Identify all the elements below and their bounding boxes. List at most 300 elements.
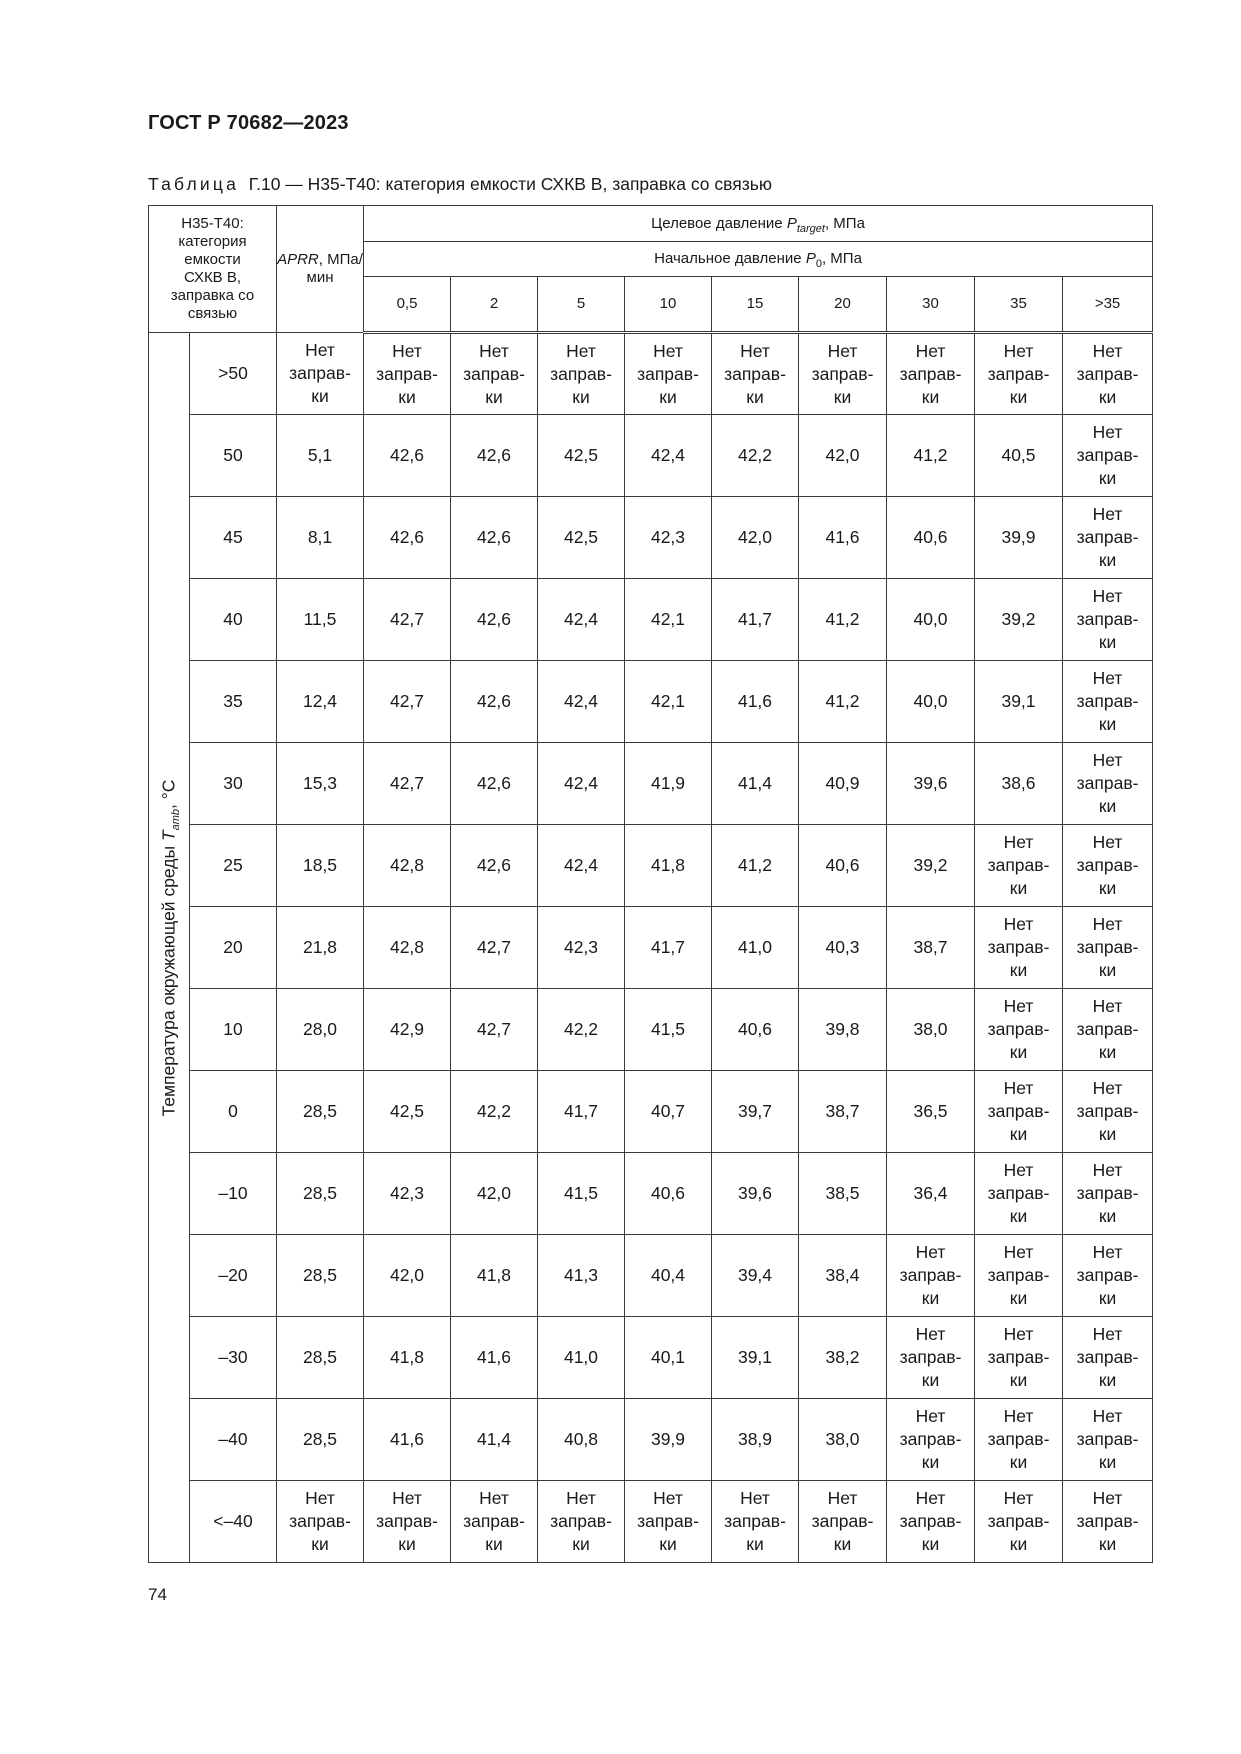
temperature-cell: 50 — [190, 415, 277, 497]
temperature-cell: 35 — [190, 661, 277, 743]
no-refuel-line: Нет — [1092, 1160, 1123, 1180]
pressure-value-cell: 40,6 — [712, 989, 799, 1071]
no-refuel-line: Нет — [827, 1488, 858, 1508]
no-refuel-line: заправ- — [550, 1511, 612, 1531]
pressure-value-cell: 42,0 — [712, 497, 799, 579]
pressure-value-cell: 41,6 — [451, 1317, 538, 1399]
aprr-cell: 28,0 — [277, 989, 364, 1071]
pressure-value-cell: 42,6 — [451, 825, 538, 907]
pressure-value-cell: 42,6 — [364, 497, 451, 579]
no-refuel-line: ки — [1098, 1370, 1117, 1390]
no-refuel-line: Нет — [1003, 914, 1034, 934]
no-refuel-line: заправ- — [376, 1511, 438, 1531]
no-refuel-line: ки — [1098, 632, 1117, 652]
pressure-value-cell: 36,4 — [887, 1153, 975, 1235]
no-refuel-line: заправ- — [987, 1511, 1050, 1531]
pressure-value-cell: 41,5 — [625, 989, 712, 1071]
temp-axis-symbol: T — [158, 829, 179, 841]
initial-pressure-suffix: , МПа — [821, 250, 862, 267]
no-refuel-line: Нет — [1003, 996, 1034, 1016]
pressure-value-cell: 38,2 — [799, 1317, 887, 1399]
no-refuel-line: Нет — [1092, 422, 1123, 442]
no-refuel-line: заправ- — [463, 1511, 525, 1531]
pressure-value-cell: 39,1 — [712, 1317, 799, 1399]
no-refuel-line: ки — [1009, 1452, 1028, 1472]
no-refuel-cell — [1063, 415, 1153, 497]
no-refuel-line: ки — [921, 1534, 940, 1554]
no-refuel-line: Нет — [1003, 1406, 1034, 1426]
temperature-cell: 25 — [190, 825, 277, 907]
pressure-value-cell: 40,1 — [625, 1317, 712, 1399]
pressure-value-cell: 42,5 — [364, 1071, 451, 1153]
no-refuel-cell — [277, 333, 364, 415]
no-refuel-line: заправ- — [1076, 1101, 1139, 1121]
no-refuel-line: ки — [1098, 878, 1117, 898]
no-refuel-line: заправ- — [1076, 1511, 1139, 1531]
no-refuel-line: заправ- — [987, 1347, 1050, 1367]
no-refuel-line: заправ- — [811, 363, 874, 384]
aprr-cell: 28,5 — [277, 1071, 364, 1153]
no-refuel-line: Нет — [1003, 1160, 1034, 1180]
no-refuel-line: Нет — [1003, 1242, 1034, 1262]
no-refuel-line: заправ- — [1076, 1019, 1139, 1039]
no-refuel-line: ки — [1009, 386, 1028, 407]
pressure-value-cell: 42,6 — [451, 661, 538, 743]
no-refuel-cell — [625, 333, 712, 415]
temp-axis-suffix: , °С — [158, 779, 179, 809]
no-refuel-line: ки — [1009, 1124, 1028, 1144]
no-refuel-line: ки — [1009, 1042, 1028, 1062]
no-refuel-line: ки — [921, 1452, 940, 1472]
no-refuel-line: Нет — [1092, 504, 1123, 524]
no-refuel-line: ки — [1098, 1534, 1117, 1554]
initial-pressure-symbol: P — [805, 250, 816, 267]
pressure-value-cell: 42,2 — [712, 415, 799, 497]
no-refuel-line: Нет — [1092, 832, 1123, 852]
pressure-value-cell: 42,2 — [538, 989, 625, 1071]
no-refuel-line: Нет — [1003, 1078, 1034, 1098]
no-refuel-line: ки — [485, 1534, 503, 1554]
no-refuel-line: заправ- — [987, 937, 1050, 957]
temperature-cell: 10 — [190, 989, 277, 1071]
temperature-cell: –40 — [190, 1399, 277, 1481]
no-refuel-line: Нет — [653, 1488, 683, 1508]
pressure-value-cell: 40,6 — [799, 825, 887, 907]
no-refuel-line: ки — [1098, 1042, 1117, 1062]
table-row — [149, 989, 1153, 1071]
pressure-value-cell: 39,6 — [887, 743, 975, 825]
pressure-column-header: 20 — [799, 277, 887, 333]
temperature-axis-label — [149, 333, 190, 1563]
pressure-value-cell: 42,7 — [364, 743, 451, 825]
no-refuel-line: Нет — [915, 340, 946, 361]
pressure-value-cell: 42,0 — [364, 1235, 451, 1317]
pressure-column-header: 2 — [451, 277, 538, 333]
no-refuel-line: ки — [921, 386, 940, 407]
target-pressure-header — [364, 206, 1153, 242]
pressure-column-header: 30 — [887, 277, 975, 333]
no-refuel-cell — [1063, 1235, 1153, 1317]
no-refuel-cell — [975, 907, 1063, 989]
pressure-value-cell: 42,5 — [538, 415, 625, 497]
pressure-value-cell: 42,6 — [451, 743, 538, 825]
pressure-value-cell: 38,7 — [799, 1071, 887, 1153]
no-refuel-line: ки — [311, 1534, 329, 1554]
pressure-value-cell: 41,8 — [625, 825, 712, 907]
no-refuel-line: ки — [921, 1288, 940, 1308]
table-corner-label: Н35-Т40: категория емкости СХКВ В, заправка со связью — [149, 206, 277, 333]
initial-pressure-subscript: 0 — [815, 258, 822, 270]
pressure-value-cell: 39,9 — [625, 1399, 712, 1481]
no-refuel-cell — [1063, 743, 1153, 825]
pressure-value-cell: 41,3 — [538, 1235, 625, 1317]
initial-pressure-prefix: Начальное давление — [654, 250, 806, 267]
pressure-value-cell: 42,1 — [625, 579, 712, 661]
no-refuel-line: заправ- — [1076, 1347, 1139, 1367]
no-refuel-line: Нет — [827, 340, 858, 361]
no-refuel-cell — [712, 333, 799, 415]
pressure-value-cell: 39,6 — [712, 1153, 799, 1235]
no-refuel-line: Нет — [740, 1488, 770, 1508]
pressure-value-cell: 41,2 — [799, 661, 887, 743]
pressure-value-cell: 41,4 — [712, 743, 799, 825]
table-row — [149, 1481, 1153, 1563]
pressure-value-cell: 41,6 — [799, 497, 887, 579]
aprr-symbol: APRR — [277, 251, 319, 268]
no-refuel-line: Нет — [479, 340, 509, 361]
no-refuel-line: заправ- — [987, 855, 1050, 875]
pressure-value-cell: 42,5 — [538, 497, 625, 579]
no-refuel-line: Нет — [392, 1488, 422, 1508]
no-refuel-line: заправ- — [987, 363, 1050, 384]
no-refuel-line: заправ- — [987, 1019, 1050, 1039]
no-refuel-line: ки — [1098, 1124, 1117, 1144]
no-refuel-line: Нет — [566, 340, 596, 361]
no-refuel-line: заправ- — [987, 1101, 1050, 1121]
no-refuel-line: ки — [921, 1370, 940, 1390]
no-refuel-line: ки — [1098, 1452, 1117, 1472]
no-refuel-cell — [712, 1481, 799, 1563]
no-refuel-line: заправ- — [811, 1511, 874, 1531]
no-refuel-cell — [1063, 1317, 1153, 1399]
pressure-value-cell: 40,9 — [799, 743, 887, 825]
no-refuel-cell — [799, 1481, 887, 1563]
no-refuel-line: заправ- — [1076, 445, 1139, 465]
aprr-header — [277, 206, 364, 333]
pressure-value-cell: 42,6 — [451, 415, 538, 497]
no-refuel-cell — [625, 1481, 712, 1563]
no-refuel-cell — [887, 1399, 975, 1481]
pressure-value-cell: 42,3 — [538, 907, 625, 989]
no-refuel-line: ки — [572, 1534, 590, 1554]
pressure-value-cell: 41,8 — [364, 1317, 451, 1399]
no-refuel-line: ки — [1098, 960, 1117, 980]
no-refuel-cell — [1063, 333, 1153, 415]
table-row — [149, 1399, 1153, 1481]
pressure-value-cell: 41,6 — [712, 661, 799, 743]
table-row — [149, 1317, 1153, 1399]
no-refuel-line: заправ- — [1076, 937, 1139, 957]
no-refuel-cell — [364, 333, 451, 415]
no-refuel-line: заправ- — [1076, 1183, 1139, 1203]
target-pressure-prefix: Целевое давление — [651, 214, 787, 232]
pressure-value-cell: 38,6 — [975, 743, 1063, 825]
no-refuel-cell — [975, 1235, 1063, 1317]
no-refuel-line: Нет — [740, 340, 770, 361]
no-refuel-line: заправ- — [1076, 691, 1139, 711]
pressure-column-header: >35 — [1063, 277, 1153, 333]
no-refuel-line: заправ- — [289, 363, 351, 383]
no-refuel-line: заправ- — [1076, 609, 1139, 629]
no-refuel-line: Нет — [1003, 1488, 1034, 1508]
no-refuel-line: заправ- — [987, 1265, 1050, 1285]
target-pressure-subscript: target — [796, 222, 825, 235]
pressure-column-header: 35 — [975, 277, 1063, 333]
page-number: 74 — [148, 1585, 167, 1604]
no-refuel-cell — [364, 1481, 451, 1563]
pressure-value-cell: 40,0 — [887, 661, 975, 743]
temperature-cell: >50 — [190, 333, 277, 415]
pressure-value-cell: 42,7 — [364, 661, 451, 743]
no-refuel-line: Нет — [305, 1488, 335, 1508]
no-refuel-line: заправ- — [987, 1429, 1050, 1449]
no-refuel-cell — [975, 1399, 1063, 1481]
no-refuel-line: ки — [311, 386, 329, 406]
pressure-value-cell: 41,7 — [625, 907, 712, 989]
aprr-cell: 15,3 — [277, 743, 364, 825]
no-refuel-line: ки — [659, 1534, 677, 1554]
table-caption — [148, 174, 772, 195]
pressure-value-cell: 42,4 — [625, 415, 712, 497]
pressure-value-cell: 41,4 — [451, 1399, 538, 1481]
no-refuel-line: Нет — [1092, 1406, 1123, 1426]
temp-axis-prefix: Температура окружающей среды — [158, 840, 179, 1116]
no-refuel-line: заправ- — [1076, 773, 1139, 793]
no-refuel-line: заправ- — [1076, 855, 1139, 875]
table-row — [149, 333, 1153, 415]
pressure-value-cell: 39,4 — [712, 1235, 799, 1317]
temperature-cell: –20 — [190, 1235, 277, 1317]
no-refuel-line: Нет — [915, 1242, 946, 1262]
pressure-value-cell: 41,5 — [538, 1153, 625, 1235]
table-row — [149, 1235, 1153, 1317]
no-refuel-cell — [975, 1481, 1063, 1563]
pressure-value-cell: 42,1 — [625, 661, 712, 743]
no-refuel-line: заправ- — [289, 1511, 351, 1531]
no-refuel-line: Нет — [1092, 1078, 1123, 1098]
pressure-value-cell: 40,0 — [887, 579, 975, 661]
no-refuel-line: ки — [833, 1534, 852, 1554]
initial-pressure-header — [364, 242, 1153, 277]
target-pressure-symbol: P — [786, 214, 797, 232]
pressure-value-cell: 42,3 — [364, 1153, 451, 1235]
aprr-cell: 18,5 — [277, 825, 364, 907]
no-refuel-cell — [1063, 1481, 1153, 1563]
pressure-value-cell: 41,9 — [625, 743, 712, 825]
pressure-value-cell: 42,7 — [451, 989, 538, 1071]
no-refuel-cell — [975, 1317, 1063, 1399]
no-refuel-line: Нет — [1092, 1242, 1123, 1262]
no-refuel-line: ки — [1009, 1288, 1028, 1308]
no-refuel-cell — [975, 1071, 1063, 1153]
no-refuel-line: ки — [1098, 550, 1117, 570]
pressure-value-cell: 40,3 — [799, 907, 887, 989]
pressure-value-cell: 38,7 — [887, 907, 975, 989]
pressure-column-header: 15 — [712, 277, 799, 333]
no-refuel-line: заправ- — [1076, 527, 1139, 547]
no-refuel-cell — [887, 333, 975, 415]
no-refuel-line: ки — [398, 386, 416, 407]
aprr-cell: 8,1 — [277, 497, 364, 579]
no-refuel-line: Нет — [1092, 750, 1123, 770]
pressure-value-cell: 42,4 — [538, 579, 625, 661]
table-row — [149, 497, 1153, 579]
aprr-cell: 28,5 — [277, 1399, 364, 1481]
no-refuel-line: заправ- — [899, 363, 962, 384]
no-refuel-cell — [887, 1317, 975, 1399]
no-refuel-line: заправ- — [899, 1429, 962, 1449]
no-refuel-cell — [538, 1481, 625, 1563]
no-refuel-line: Нет — [1092, 668, 1123, 688]
no-refuel-line: ки — [746, 386, 764, 407]
pressure-value-cell: 41,0 — [538, 1317, 625, 1399]
no-refuel-cell — [887, 1481, 975, 1563]
no-refuel-line: ки — [1098, 1288, 1117, 1308]
aprr-cell: 21,8 — [277, 907, 364, 989]
no-refuel-cell — [277, 1481, 364, 1563]
no-refuel-cell — [975, 1153, 1063, 1235]
temperature-cell: 20 — [190, 907, 277, 989]
no-refuel-line: ки — [398, 1534, 416, 1554]
no-refuel-line: ки — [1098, 1206, 1117, 1226]
no-refuel-line: ки — [1098, 386, 1117, 407]
pressure-value-cell: 42,7 — [364, 579, 451, 661]
pressure-value-cell: 42,6 — [451, 579, 538, 661]
pressure-value-cell: 38,9 — [712, 1399, 799, 1481]
table-row — [149, 415, 1153, 497]
pressure-value-cell: 42,2 — [451, 1071, 538, 1153]
no-refuel-line: ки — [485, 386, 503, 407]
no-refuel-line: Нет — [1003, 1324, 1034, 1344]
no-refuel-line: ки — [746, 1534, 764, 1554]
pressure-value-cell: 41,2 — [799, 579, 887, 661]
no-refuel-cell — [887, 1235, 975, 1317]
pressure-value-cell: 39,2 — [887, 825, 975, 907]
pressure-value-cell: 42,9 — [364, 989, 451, 1071]
pressure-value-cell: 42,4 — [538, 661, 625, 743]
no-refuel-cell — [799, 333, 887, 415]
no-refuel-line: Нет — [1092, 1488, 1123, 1508]
aprr-cell: 5,1 — [277, 415, 364, 497]
no-refuel-line: ки — [1009, 1206, 1028, 1226]
pressure-value-cell: 42,8 — [364, 907, 451, 989]
temperature-cell: 40 — [190, 579, 277, 661]
table-row — [149, 743, 1153, 825]
temperature-cell: <–40 — [190, 1481, 277, 1563]
no-refuel-line: заправ- — [899, 1347, 962, 1367]
pressure-value-cell: 38,4 — [799, 1235, 887, 1317]
temperature-cell: 30 — [190, 743, 277, 825]
pressure-value-cell: 40,5 — [975, 415, 1063, 497]
no-refuel-line: заправ- — [724, 1511, 786, 1531]
temp-axis-subscript: amb — [170, 808, 182, 830]
pressure-value-cell: 38,5 — [799, 1153, 887, 1235]
no-refuel-line: заправ- — [724, 363, 786, 384]
no-refuel-cell — [975, 333, 1063, 415]
pressure-value-cell: 39,9 — [975, 497, 1063, 579]
no-refuel-cell — [1063, 1153, 1153, 1235]
no-refuel-line: Нет — [653, 340, 683, 361]
target-pressure-suffix: , МПа — [824, 214, 865, 232]
pressure-value-cell: 42,0 — [799, 415, 887, 497]
pressure-value-cell: 42,8 — [364, 825, 451, 907]
no-refuel-line: ки — [572, 386, 590, 407]
no-refuel-line: заправ- — [463, 363, 525, 384]
pressure-value-cell: 41,7 — [538, 1071, 625, 1153]
no-refuel-line: ки — [1009, 1534, 1028, 1554]
no-refuel-line: ки — [1009, 1370, 1028, 1390]
no-refuel-cell — [538, 333, 625, 415]
no-refuel-line: заправ- — [1076, 1265, 1139, 1285]
table-row — [149, 1153, 1153, 1235]
no-refuel-line: Нет — [1003, 832, 1034, 852]
pressure-value-cell: 38,0 — [799, 1399, 887, 1481]
pressure-value-cell: 41,2 — [712, 825, 799, 907]
no-refuel-line: Нет — [566, 1488, 596, 1508]
no-refuel-line: заправ- — [899, 1265, 962, 1285]
no-refuel-line: заправ- — [899, 1511, 962, 1531]
no-refuel-line: ки — [1098, 714, 1117, 734]
aprr-cell: 28,5 — [277, 1153, 364, 1235]
pressure-value-cell: 42,7 — [451, 907, 538, 989]
pressure-value-cell: 38,0 — [887, 989, 975, 1071]
pressure-value-cell: 42,6 — [451, 497, 538, 579]
no-refuel-cell — [1063, 497, 1153, 579]
no-refuel-line: Нет — [1092, 914, 1123, 934]
pressure-value-cell: 41,8 — [451, 1235, 538, 1317]
no-refuel-line: Нет — [915, 1324, 946, 1344]
no-refuel-cell — [451, 333, 538, 415]
no-refuel-line: ки — [1098, 796, 1117, 816]
no-refuel-line: Нет — [305, 340, 335, 360]
no-refuel-line: ки — [1009, 878, 1028, 898]
temperature-cell: 45 — [190, 497, 277, 579]
pressure-value-cell: 40,6 — [887, 497, 975, 579]
no-refuel-line: заправ- — [637, 1511, 699, 1531]
temperature-cell: 0 — [190, 1071, 277, 1153]
pressure-value-cell: 40,7 — [625, 1071, 712, 1153]
document-code: ГОСТ Р 70682—2023 — [148, 112, 349, 134]
no-refuel-line: Нет — [1092, 340, 1123, 361]
no-refuel-cell — [1063, 1071, 1153, 1153]
no-refuel-cell — [1063, 825, 1153, 907]
no-refuel-line: ки — [659, 386, 677, 407]
no-refuel-cell — [1063, 989, 1153, 1071]
pressure-column-header: 5 — [538, 277, 625, 333]
no-refuel-line: заправ- — [1076, 1429, 1139, 1449]
pressure-value-cell: 42,6 — [364, 415, 451, 497]
pressure-value-cell: 41,0 — [712, 907, 799, 989]
pressure-value-cell: 42,4 — [538, 743, 625, 825]
table-row — [149, 579, 1153, 661]
pressure-value-cell: 40,8 — [538, 1399, 625, 1481]
no-refuel-cell — [975, 989, 1063, 1071]
caption-text: Г.10 — Н35-Т40: категория емкости СХКВ В, заправка со связью — [248, 174, 772, 194]
temperature-cell: –10 — [190, 1153, 277, 1235]
pressure-value-cell: 39,1 — [975, 661, 1063, 743]
no-refuel-line: Нет — [915, 1406, 946, 1426]
no-refuel-line: ки — [1098, 468, 1117, 488]
